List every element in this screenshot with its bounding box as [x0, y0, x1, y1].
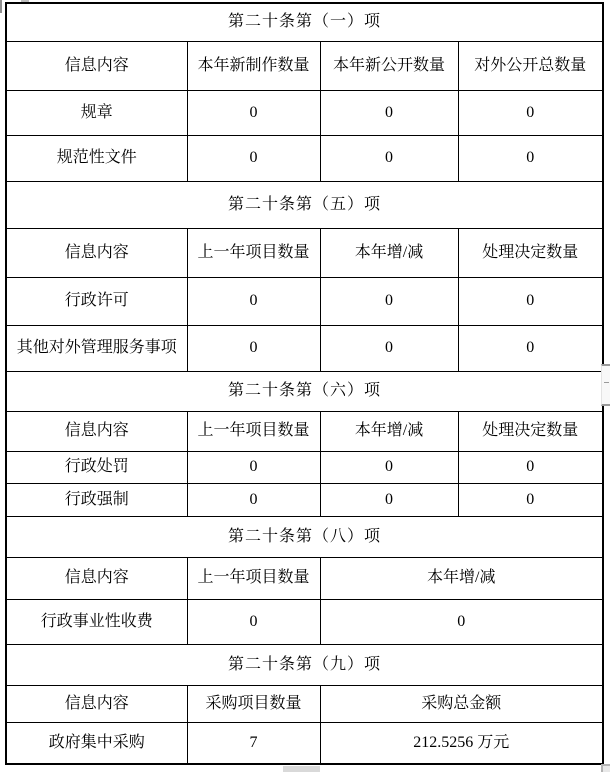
value-cell: 0: [320, 599, 603, 644]
header-row: [6, 228, 603, 277]
value-cell: 0: [458, 277, 603, 325]
value-cell: 0: [458, 483, 603, 516]
header-cell: 采购项目数量: [187, 685, 320, 722]
scrollbar-grip-icon: [604, 382, 609, 383]
value-cell: 0: [458, 451, 603, 483]
row-label-cell: 行政处罚: [6, 451, 187, 483]
value-cell: 0: [187, 451, 320, 483]
data-row: [6, 599, 603, 644]
row-label-cell: 行政许可: [6, 277, 187, 325]
header-cell: 本年新制作数量: [187, 41, 320, 90]
value-cell: 0: [187, 277, 320, 325]
header-cell: 处理决定数量: [458, 228, 603, 277]
header-cell: 信息内容: [6, 228, 187, 277]
header-cell: 信息内容: [6, 685, 187, 722]
header-row: [6, 41, 603, 90]
section-title-row: [6, 516, 603, 557]
row-label-cell: 政府集中采购: [6, 722, 187, 764]
value-cell: 0: [187, 90, 320, 135]
scrolled-content-fragment: [0, 0, 2, 13]
row-label-cell: 其他对外管理服务事项: [6, 325, 187, 371]
horizontal-scrollbar-thumb[interactable]: [283, 766, 320, 772]
header-cell: 信息内容: [6, 411, 187, 451]
header-cell: 上一年项目数量: [187, 411, 320, 451]
row-label-cell: 规章: [6, 90, 187, 135]
section-title: 第二十条第（九）项: [6, 644, 603, 685]
header-cell: 信息内容: [6, 41, 187, 90]
header-row: [6, 411, 603, 451]
value-cell: 0: [320, 325, 458, 371]
value-cell: 0: [458, 90, 603, 135]
data-row: [6, 90, 603, 135]
row-label-cell: 行政强制: [6, 483, 187, 516]
value-cell: 0: [320, 277, 458, 325]
header-cell: 本年增/减: [320, 411, 458, 451]
section-title-row: [6, 371, 603, 411]
value-cell: 0: [458, 135, 603, 181]
header-cell: 信息内容: [6, 557, 187, 599]
value-cell: 0: [187, 599, 320, 644]
section-title: 第二十条第（一）项: [6, 3, 603, 41]
section-title-row: [6, 181, 603, 228]
data-row: [6, 722, 603, 764]
data-row: [6, 483, 603, 516]
header-cell: 本年新公开数量: [320, 41, 458, 90]
header-cell: 上一年项目数量: [187, 557, 320, 599]
value-cell: 212.5256 万元: [320, 722, 603, 764]
scrollbar-corner: [601, 764, 610, 772]
value-cell: 0: [187, 135, 320, 181]
value-cell: 0: [320, 451, 458, 483]
data-row: [6, 135, 603, 181]
row-label-cell: 行政事业性收费: [6, 599, 187, 644]
vertical-scrollbar-thumb[interactable]: [601, 364, 610, 406]
section-title: 第二十条第（六）项: [6, 371, 603, 411]
data-row: [6, 277, 603, 325]
value-cell: 0: [320, 90, 458, 135]
value-cell: 0: [187, 325, 320, 371]
row-label-cell: 规范性文件: [6, 135, 187, 181]
header-cell: 对外公开总数量: [458, 41, 603, 90]
section-title-row: [6, 3, 603, 41]
section-title-row: [6, 644, 603, 685]
value-cell: 0: [320, 135, 458, 181]
header-row: [6, 685, 603, 722]
value-cell: 0: [187, 483, 320, 516]
value-cell: 0: [320, 483, 458, 516]
header-cell: 本年增/减: [320, 557, 603, 599]
value-cell: 0: [458, 325, 603, 371]
header-cell: 上一年项目数量: [187, 228, 320, 277]
gov-info-disclosure-table: [5, 2, 604, 765]
header-cell: 处理决定数量: [458, 411, 603, 451]
section-title: 第二十条第（五）项: [6, 181, 603, 228]
header-cell: 本年增/减: [320, 228, 458, 277]
header-cell: 采购总金额: [320, 685, 603, 722]
data-row: [6, 325, 603, 371]
header-row: [6, 557, 603, 599]
value-cell: 7: [187, 722, 320, 764]
data-row: [6, 451, 603, 483]
section-title: 第二十条第（八）项: [6, 516, 603, 557]
